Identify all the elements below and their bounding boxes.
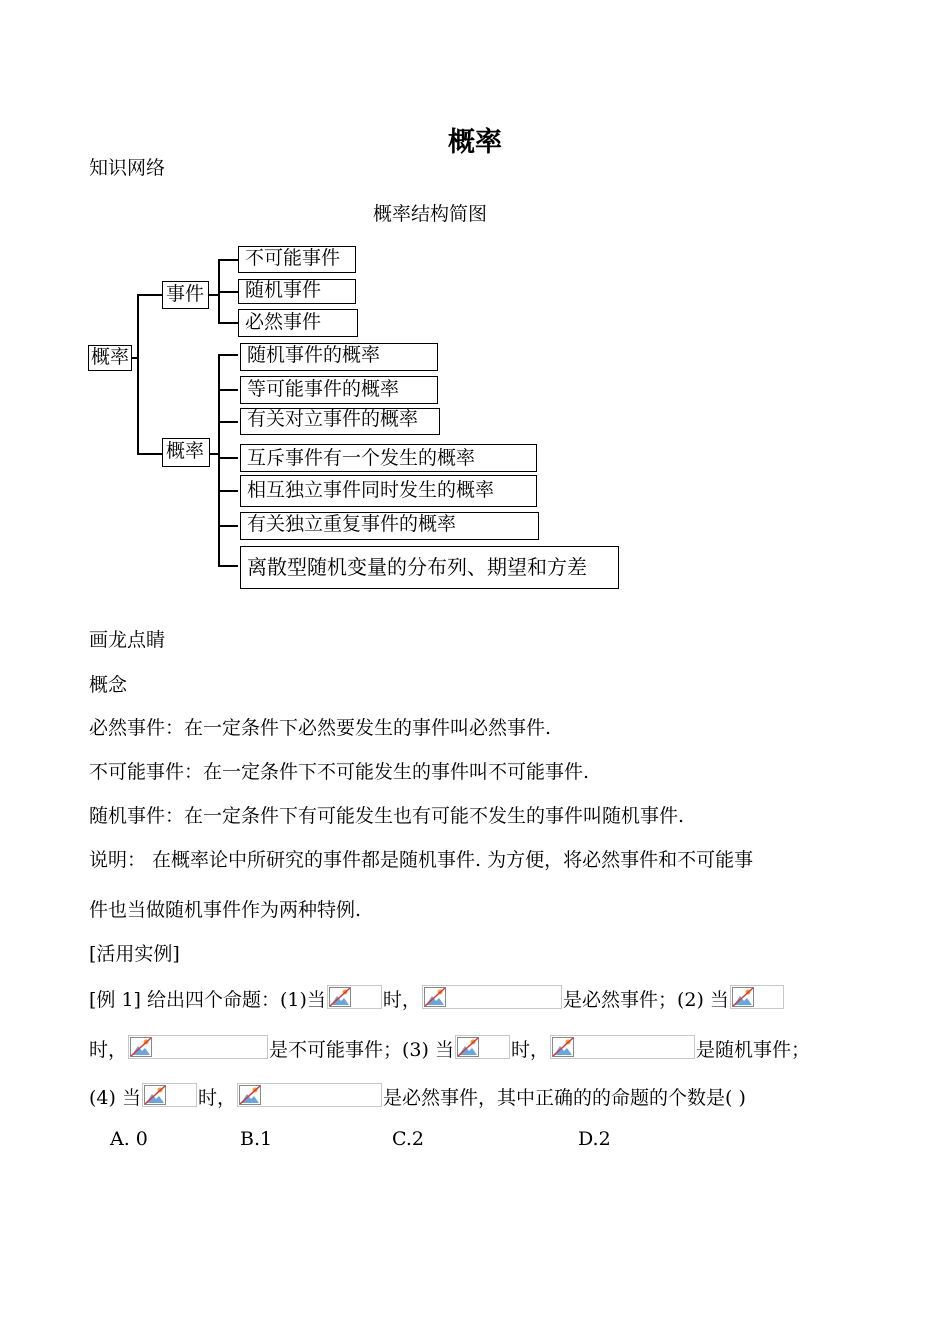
page-title: 概率 xyxy=(448,127,502,158)
connector xyxy=(218,457,238,459)
formula-image-placeholder xyxy=(550,1035,695,1059)
note-line-1: 说明： 在概率论中所研究的事件都是随机事件. 为方便，将必然事件和不可能事 xyxy=(89,849,754,871)
option-b: B.1 xyxy=(240,1128,273,1150)
broken-image-icon xyxy=(239,1085,261,1105)
broken-image-icon xyxy=(130,1037,152,1057)
connector xyxy=(218,291,238,293)
formula-image-placeholder xyxy=(455,1035,510,1059)
formula-image-placeholder xyxy=(327,985,382,1009)
section-knowledge-network: 知识网络 xyxy=(89,157,166,179)
formula-image-placeholder xyxy=(730,985,784,1009)
option-a: A. 0 xyxy=(110,1128,148,1150)
connector xyxy=(218,322,238,324)
definition-impossible-event: 不可能事件：在一定条件下不可能发生的事件叫不可能事件. xyxy=(89,761,590,783)
formula-image-placeholder xyxy=(128,1035,268,1059)
connector xyxy=(218,565,238,567)
section-highlight: 画龙点睛 xyxy=(89,629,166,651)
connector xyxy=(137,294,139,454)
diagram-title: 概率结构简图 xyxy=(372,203,487,225)
example-1-line-1: [例 1] 给出四个命题：(1)当 时， 是必然事件；(2) 当 xyxy=(89,987,785,1013)
connector xyxy=(218,354,238,356)
diagram-item-complementary-event-probability: 有关对立事件的概率 xyxy=(240,408,440,435)
example-1-line-2: 时， 是不可能事件；(3) 当 时， 是随机事件； xyxy=(89,1037,810,1063)
diagram-item-random-event-probability: 随机事件的概率 xyxy=(240,343,438,371)
connector xyxy=(218,389,238,391)
connector xyxy=(218,490,238,492)
diagram-item-random-event: 随机事件 xyxy=(238,279,356,304)
diagram-branch-probability: 概率 xyxy=(162,438,210,467)
diagram-item-impossible-event: 不可能事件 xyxy=(238,246,356,273)
section-examples: [活用实例] xyxy=(89,943,180,965)
diagram-branch-events: 事件 xyxy=(162,281,209,309)
connector xyxy=(218,354,220,566)
example-1-line-3: (4) 当 时， 是必然事件，其中正确的的命题的个数是( ) xyxy=(89,1085,746,1111)
broken-image-icon xyxy=(144,1085,166,1105)
diagram-item-equally-likely-probability: 等可能事件的概率 xyxy=(240,376,438,404)
connector xyxy=(218,421,238,423)
broken-image-icon xyxy=(457,1037,479,1057)
definition-certain-event: 必然事件：在一定条件下必然要发生的事件叫必然事件. xyxy=(89,717,552,739)
formula-image-placeholder xyxy=(422,985,562,1009)
diagram-item-repeated-trials-probability: 有关独立重复事件的概率 xyxy=(240,512,539,540)
diagram-item-certain-event: 必然事件 xyxy=(238,309,358,337)
note-line-2: 件也当做随机事件作为两种特例. xyxy=(89,899,362,921)
diagram-item-discrete-random-variable: 离散型随机变量的分布列、期望和方差 xyxy=(240,546,619,589)
connector xyxy=(137,294,162,296)
option-c: C.2 xyxy=(392,1128,424,1150)
formula-image-placeholder xyxy=(142,1083,197,1107)
diagram-item-independent-events-probability: 相互独立事件同时发生的概率 xyxy=(240,475,537,507)
section-concept: 概念 xyxy=(89,674,128,696)
broken-image-icon xyxy=(732,987,754,1007)
connector xyxy=(218,525,238,527)
broken-image-icon xyxy=(552,1037,574,1057)
formula-image-placeholder xyxy=(237,1083,382,1107)
diagram-root-box: 概率 xyxy=(88,345,132,371)
diagram-item-mutually-exclusive-probability: 互斥事件有一个发生的概率 xyxy=(240,444,537,472)
option-d: D.2 xyxy=(578,1128,611,1150)
broken-image-icon xyxy=(329,987,351,1007)
definition-random-event: 随机事件：在一定条件下有可能发生也有可能不发生的事件叫随机事件. xyxy=(89,805,685,827)
connector xyxy=(137,453,162,455)
connector xyxy=(218,259,238,261)
broken-image-icon xyxy=(424,987,446,1007)
